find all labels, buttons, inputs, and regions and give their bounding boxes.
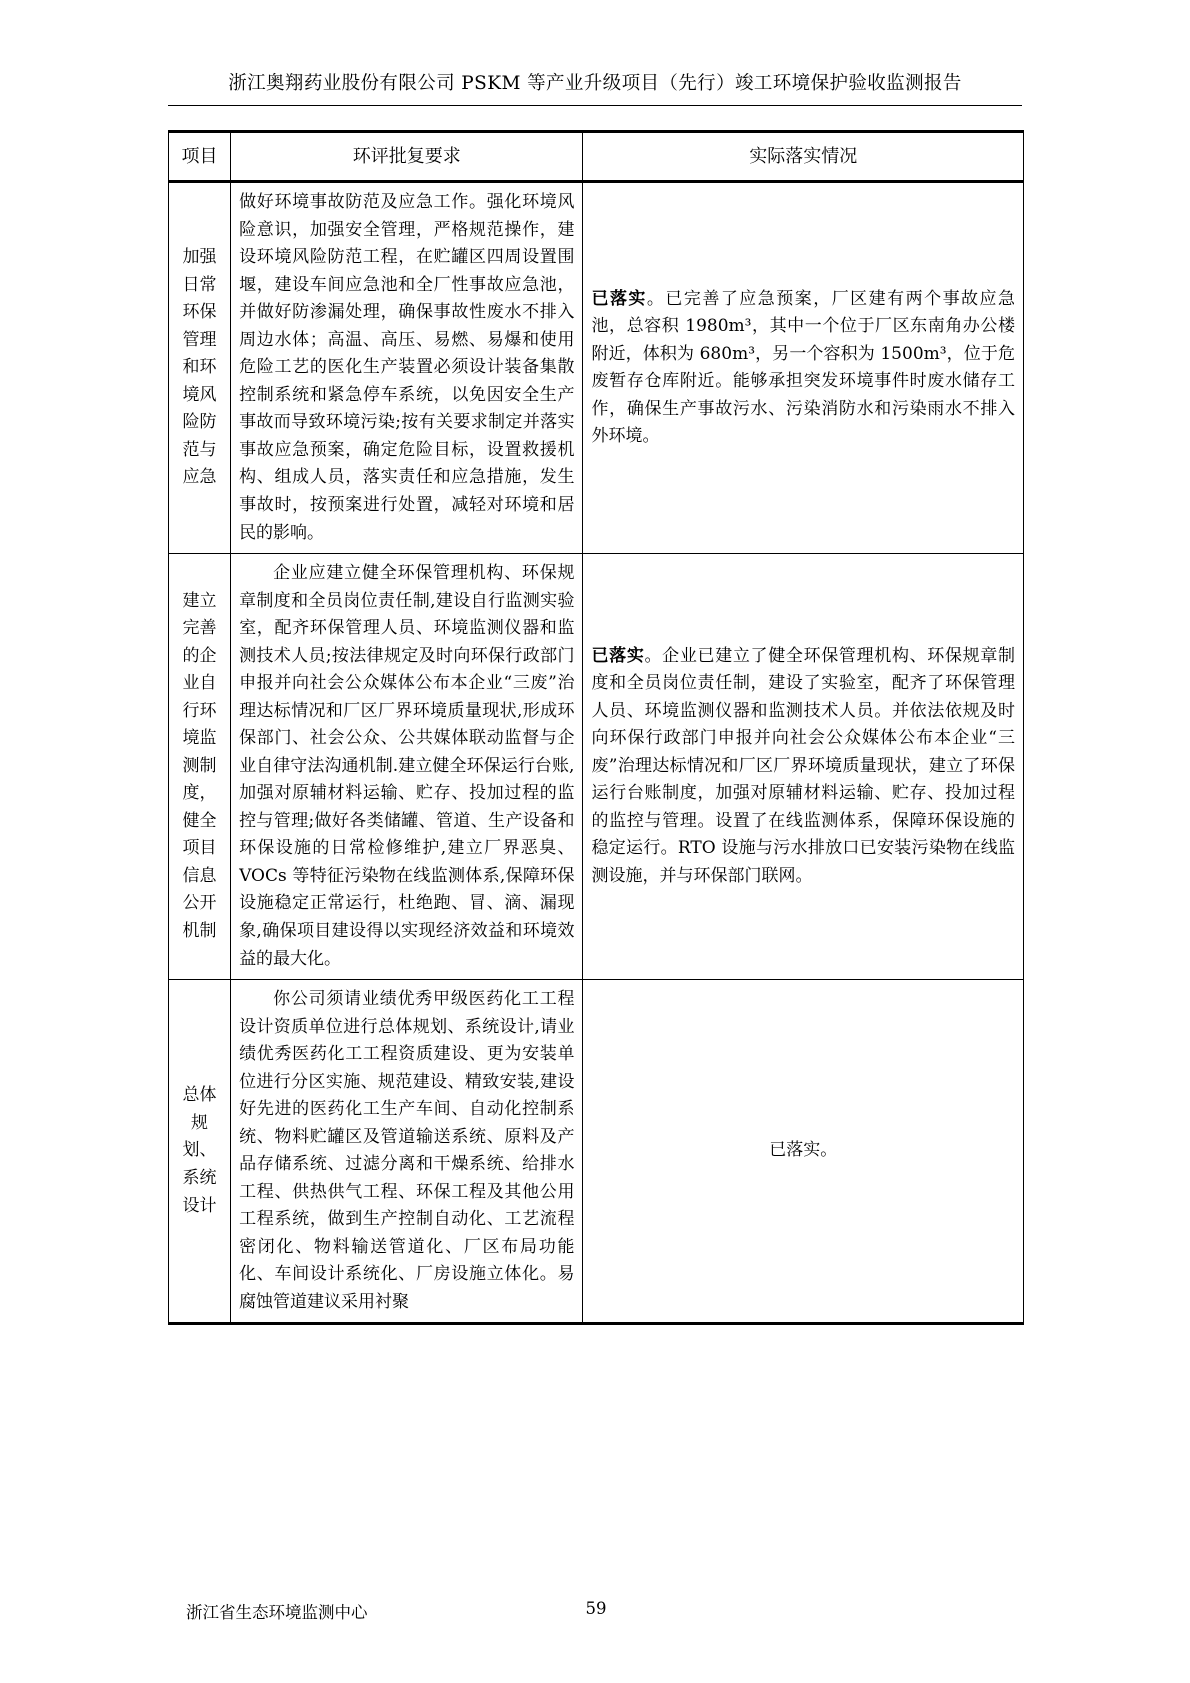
row-item-label: 加强日常环保管理和环境风险防范与应急 <box>169 182 231 554</box>
footer-organization: 浙江省生态环境监测中心 <box>186 1603 368 1622</box>
row-item-label: 总体规划、系统设计 <box>169 980 231 1324</box>
table-row <box>169 980 1024 1324</box>
row-item-label: 建立完善的企业自行环境监测制度，健全项目信息公开机制 <box>169 554 231 980</box>
row-actual-status: 已落实。 <box>769 1140 838 1161</box>
compliance-table-wrapper <box>168 130 1024 1325</box>
column-header-requirement: 环评批复要求 <box>231 132 583 182</box>
row-requirement-text: 做好环境事故防范及应急工作。强化环境风险意识，加强安全管理，严格规范操作，建设环境风险防范工程，在贮罐区四周设置围堰，建设车间应急池和全厂性事故应急池，并做好防渗漏处理，确保事故性废水不排入周边水体；高温、高压、易燃、易爆和使用危险工艺的医化生产装置必须设计装备集散控制系统和紧急停车系统，以免因安全生产事故而导致环境污染;按有关要求制定并落实事故应急预案，确定危险目标，设置救援机构、组成人员，落实责任和应急措施，发生事故时，按预案进行处置，减轻对环境和居民的影响。 <box>231 182 583 554</box>
column-header-item: 项目 <box>169 132 231 182</box>
row-actual-text <box>583 554 1024 980</box>
column-header-actual: 实际落实情况 <box>583 132 1024 182</box>
header-divider <box>168 105 1022 106</box>
row-actual-detail: 。企业已建立了健全环保管理机构、环保规章制度和全员岗位责任制，建设了实验室，配齐了环保管理人员、环境监测仪器和监测技术人员。并依法依规及时向环保行政部门申报并向社会公众媒体公布本企业“三废”治理达标情况和厂区厂界环境质量现状，建立了环保运行台账制度，加强对原辅材料运输、贮存、投加过程的监控与管理。设置了在线监测体系，保障环保设施的稳定运行。RTO 设施与污水排放口已安装污染物在线监测设施，并与环保部门联网。 <box>591 645 1016 886</box>
row-requirement-text: 企业应建立健全环保管理机构、环保规章制度和全员岗位责任制,建设自行监测实验室，配齐环保管理人员、环境监测仪器和监测技术人员;按法律规定及时向环保行政部门申报并向社会公众媒体公布本企业“三废”治理达标情况和厂区厂界环境质量现状,形成环保部门、社会公众、公共媒体联动监督与企业自律守法沟通机制.建立健全环保运行台账,加强对原辅材料运输、贮存、投加过程的监控与管理;做好各类储罐、管道、生产设备和环保设施的日常检修维护,建立厂界恶臭、VOCs 等特征污染物在线监测体系,保障环保设施稳定正常运行，杜绝跑、冒、滴、漏现象,确保项目建设得以实现经济效益和环境效益的最大化。 <box>231 554 583 980</box>
row-requirement-text: 你公司须请业绩优秀甲级医药化工工程设计资质单位进行总体规划、系统设计,请业绩优秀医药化工工程资质建设、更为安装单位进行分区实施、规范建设、精致安装,建设好先进的医药化工生产车间、自动化控制系统、物料贮罐区及管道输送系统、原料及产品存储系统、过滤分离和干燥系统、给排水工程、供热供气工程、环保工程及其他公用工程系统，做到生产控制自动化、工艺流程密闭化、物料输送管道化、厂区布局功能化、车间设计系统化、厂房设施立体化。易腐蚀管道建议采用衬聚 <box>231 980 583 1324</box>
row-actual-text <box>583 182 1024 554</box>
table-row <box>169 182 1024 554</box>
table-header-row <box>169 132 1024 182</box>
table-row <box>169 554 1024 980</box>
row-actual-detail: 。已完善了应急预案，厂区建有两个事故应急池，总容积 1980m³，其中一个位于厂区东南角办公楼附近，体积为 680m³，另一个容积为 1500m³，位于危废暂存仓库附近。能够承担突发环境事件时废水储存工作，确保生产事故污水、污染消防水和污染雨水不排入外环境。 <box>591 288 1016 447</box>
page-footer <box>168 1599 1024 1623</box>
header-title: 浙江奥翔药业股份有限公司 PSKM 等产业升级项目（先行）竣工环境保护验收监测报告 <box>228 73 962 94</box>
row-actual-text <box>583 980 1024 1324</box>
compliance-table <box>168 130 1024 1325</box>
page-header <box>168 72 1022 96</box>
row-actual-status: 已落实 <box>591 645 645 666</box>
footer-page-number: 59 <box>585 1599 607 1618</box>
row-actual-status: 已落实 <box>591 288 647 309</box>
